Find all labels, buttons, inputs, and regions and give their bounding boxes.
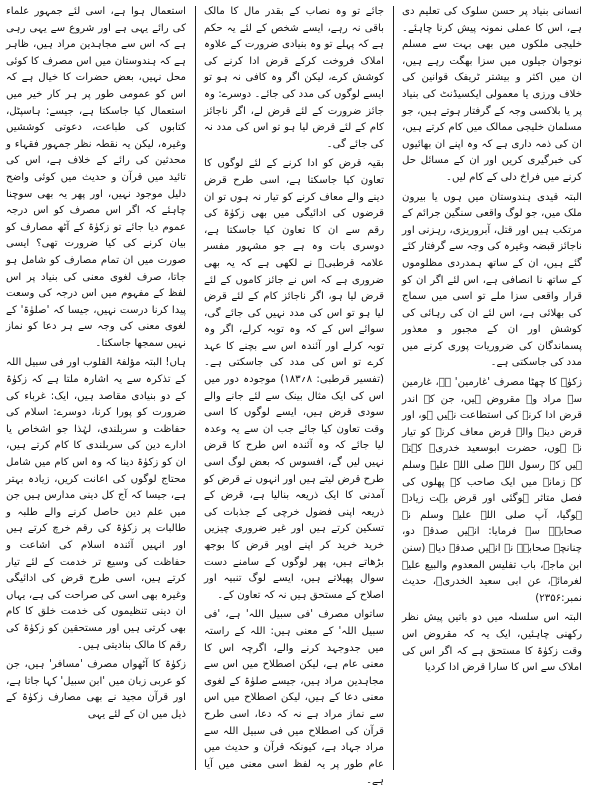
paragraph: البتہ قیدی ہندوستان میں ہوں یا بیرون ملک میں، جو لوگ واقعی سنگین جرائم کے مرتکب ہیں اور قتل، آبروریزی، رہزنی اور ناجائز قبضہ وغیرہ کی وجہ سے گرفتار کئے گئے ہیں، ان کے ساتھ ہمدردی مظلوموں کے ساتھ نا انصافی ہے، اس لئے اگر ان کو قرار واقعی سزا ملے تو اسی میں سماج کی بھلائی ہے، اس لئے ان کی رہائی کی کوشش اور ان کے مجبور و معذور پسماندگان کی ضروریات پوری کرنے میں مدد کی جاسکتی ہے۔ xyxy=(402,191,582,369)
paragraph: زکوٰۃ کا آٹھواں مصرف 'مسافر' ہیں، جن کو عربی زبان میں 'ابن سبیل' کہا جاتا ہے، اور قرآن مجید نے بھی مصارف زکوٰۃ کے ذیل میں ان کے لئے یہی xyxy=(6,659,186,720)
column-left xyxy=(6,4,186,772)
paragraph: بقیہ قرض کو ادا کرنے کے لئے لوگوں کا تعاون کیا جاسکتا ہے، اسی طرح قرض دینے والے معاف کرنے کو تیار نہ ہوں تو ان قرضوں کی ادائیگی میں بھی زکوٰۃ کی رقم سے ان کا تعاون کیا جاسکتا ہے، دوسری بات وہ ہے جو مشہور مفسر علامہ قرطبیؒ نے لکھی ہے کہ یہ بھی ضروری ہے کہ اس نے جائز کاموں کے لئے قرض لیا ہو، اگر ناجائز کام کے لئے قرض لیا ہو تو اس کی مدد نہیں کی جائے گی، سوائے اس کے کہ وہ توبہ کرلے، اگر وہ توبہ کرلے اور آئندہ اس سے بچنے کا عہد کرے تو اس کی مدد کی جاسکتی ہے۔ (تفسیر قرطبی: ۸؍۱۸۳) موجودہ دور میں اس کی ایک مثال بینک سے لئے جانے والے سودی قرض ہیں، ایسے لوگوں کا اسی وقت تعاون کیا جائے جب ان سے یہ وعدہ لیا جائے کہ وہ آئندہ اس طرح کا قرض نہیں لیں گے، افسوس کہ بعض لوگ اسی طرح قرض لیتے ہیں اور انہوں نے قرض کو آمدنی کا ایک ذریعہ بنالیا ہے، قرض کے ذریعہ اپنی فضول خرچی کے جذبات کی تسکین کرتے ہیں اور غیر ضروری چیزیں خرید خرید کر اپنے اوپر قرض کا بوجھ بڑھاتے ہیں، پھر لوگوں کے سامنے دست سوال پھیلاتے ہیں، ایسے لوگ تنبیہ اور اصلاح کے مستحق ہیں نہ کہ تعاون کے۔ xyxy=(204,158,385,601)
column-right xyxy=(402,4,582,772)
paragraph: ساتواں مصرف 'فی سبیل اللہ' ہے، 'فی سبیل اللہ' کے معنی ہیں: اللہ کے راستہ میں جدوجہد کرنے والے، اگرچہ اس کا معنی عام ہے، لیکن اصطلاح میں اس سے مجاہدین مراد ہیں، جیسے صلوٰۃ کے لغوی معنی دعا کے ہیں، لیکن اصطلاح میں اس سے نماز مراد ہے نہ کہ دعا، اسی طرح قرآن کی اصطلاح میں فی سبیل اللہ سے مراد جہاد ہے، کیونکہ قرآن و حدیث میں عام طور پر یہ لفظ اسی معنی میں آیا ہے۔ xyxy=(204,609,384,787)
paragraph: استعمال ہوا ہے، اسی لئے جمہور علماء کی رائے یہی ہے اور شروع سے یہی رہی ہے کہ اس سے مجاہدین مراد ہیں، ظاہر ہے کہ ہندوستان میں اس مصرف کا کوئی محل نہیں، بعض حضرات کا خیال ہے کہ اس کو عمومی طور پر ہر کار خیر میں استعمال کیا جاسکتا ہے، جیسے: ہاسپٹل، کتابوں کی طباعت، دعوتی کوششیں وغیرہ، لیکن یہ نقطہ نظر جمہور فقہاء و محدثین کی رائے کے خلاف ہے، اس کی تائید میں قرآن و حدیث میں کوئی واضح دلیل موجود نہیں، اور پھر یہ بھی سوچنا چاہئے کہ اگر اس مصرف کو اس درجہ عموم دیا جائے تو زکوٰۃ کے آٹھ مصارف کو بیان کرنے کی کیا ضرورت تھی؟ ایسی صورت میں ان تمام مصارف کو شامل ہو جاتا، صرف لغوی معنی کی بنیاد پر اس لفظ کے مفہوم میں اس درجہ کی وسعت پیدا کرنا درست نہیں، جیسا کہ 'صلوٰۃ' کے لغوی معنی کی وجہ سے ہر دعا کو نماز نہیں سمجھا جاسکتا۔ xyxy=(6,6,186,349)
paragraph: انسانی بنیاد پر حسن سلوک کی تعلیم دی ہے، اس کا عملی نمونہ پیش کرنا چاہئے۔ خلیجی ملکوں میں بھی بہت سے مسلم نوجوان جیلوں میں سزا بھگت رہے ہیں، ان میں اکثر و بیشتر ٹریفک قوانین کی خلاف ورزی یا معمولی ایکسیڈنٹ کی بنیاد پر یا بلاکسی وجہ کے گرفتار ہوتے ہیں، جو مسلمان خلیجی ممالک میں کام کرتے ہیں، ان کی ذمہ داری ہے کہ وہ اپنے ان بھائیوں کی خبرگیری کریں اور ان کے مسائل حل کرنے میں فراخ دلی کے کام لیں۔ xyxy=(402,6,582,183)
paragraph: زکوٰۃ کا چھٹا مصرف 'غارمین' ہے، غارمین سے مراد وہ مقروض ہیں، جن کے اندر قرض ادا کرنے کی استطاعت نہیں ہو، اور قرض دینے والے قرض معاف کرنے کو تیار نہ ہوں، حضرت ابوسعید خدریؓ کہتے ہیں کہ رسول اللہ صلی اللہ علیہ وسلم کے زمانہ میں ایک صاحب کے پھلوں کی فصل متاثر ہوگئی اور قرض بہت زیادہ ہوگیا، آپ صلی اللہ علیہ وسلم نے صحابہؓ سے فرمایا: انہیں صدقہ دو، چنانچہ صحابہؓ نے انہیں صدقہ دیا۔ (سنن ابن ماجہ، باب تفلیس المعدوم والبیع علیہ لغرمائہ، عن ابی سعید الخدریؓ، حدیث نمبر:۲۳۵۶) xyxy=(402,377,582,604)
paragraph: جائے تو وہ نصاب کے بقدر مال کا مالک باقی نہ رہے، ایسے شخص کے لئے یہ حکم ہے کہ پہلے تو وہ بنیادی ضرورت کے علاوہ املاک فروخت کرکے قرض ادا کرنے کی کوشش کرے، لیکن اگر وہ کافی نہ ہو تو ایسے لوگوں کی مدد کی جائے۔ دوسرے: وہ جائز ضرورت کے لئے قرض لے، اگر ناجائز کام کے لئے قرض لیا ہو تو اس کی مدد نہ کی جائے گی۔ xyxy=(204,6,384,150)
paragraph: ہاں! البتہ مؤلفۃ القلوب اور فی سبیل اللہ کے تذکرہ سے یہ اشارہ ملتا ہے کہ زکوٰۃ کے دو بنیادی مقاصد ہیں، ایک: غرباء کی ضرورت کو پورا کرنا، دوسرے: اسلام کی حفاظت و سربلندی، لہٰذا جو اشخاص یا ادارے دین کی سربلندی کا کام کرتے ہیں، ان کو زکوٰۃ دینا کہ وہ اس کام میں شامل محتاج لوگوں کی اعانت کریں، زیادہ بہتر ہے، جیسا کہ آج کل دینی مدارس ہیں جن میں علم دین حاصل کرنے والے طلبہ و طالبات پر زکوٰۃ کی رقم خرچ کرتے ہیں اور انہیں آئندہ اسلام کی اشاعت و حفاظت کی وسیع تر خدمت کے لئے تیار کرتے ہیں، اسی طرح قرض کی ادائیگی وغیرہ بھی اسی کی صراحت کی ہے، یہاں ان دینی تنظیموں کی خدمت خلق کا کام بھی کرتی ہیں اور مستحقین کو زکوٰۃ کی رقم کا مالک بنادیتی ہیں۔ xyxy=(6,357,186,651)
paragraph: البتہ اس سلسلہ میں دو باتیں پیش نظر رکھنی چاہئیں، ایک یہ کہ مقروض اس وقت زکوٰۃ کا مستحق ہے کہ اگر اس کی املاک سے اس کا سارا قرض ادا کردیا xyxy=(402,612,582,674)
column-divider xyxy=(195,6,196,770)
column-divider xyxy=(393,6,394,770)
column-middle xyxy=(204,4,385,787)
